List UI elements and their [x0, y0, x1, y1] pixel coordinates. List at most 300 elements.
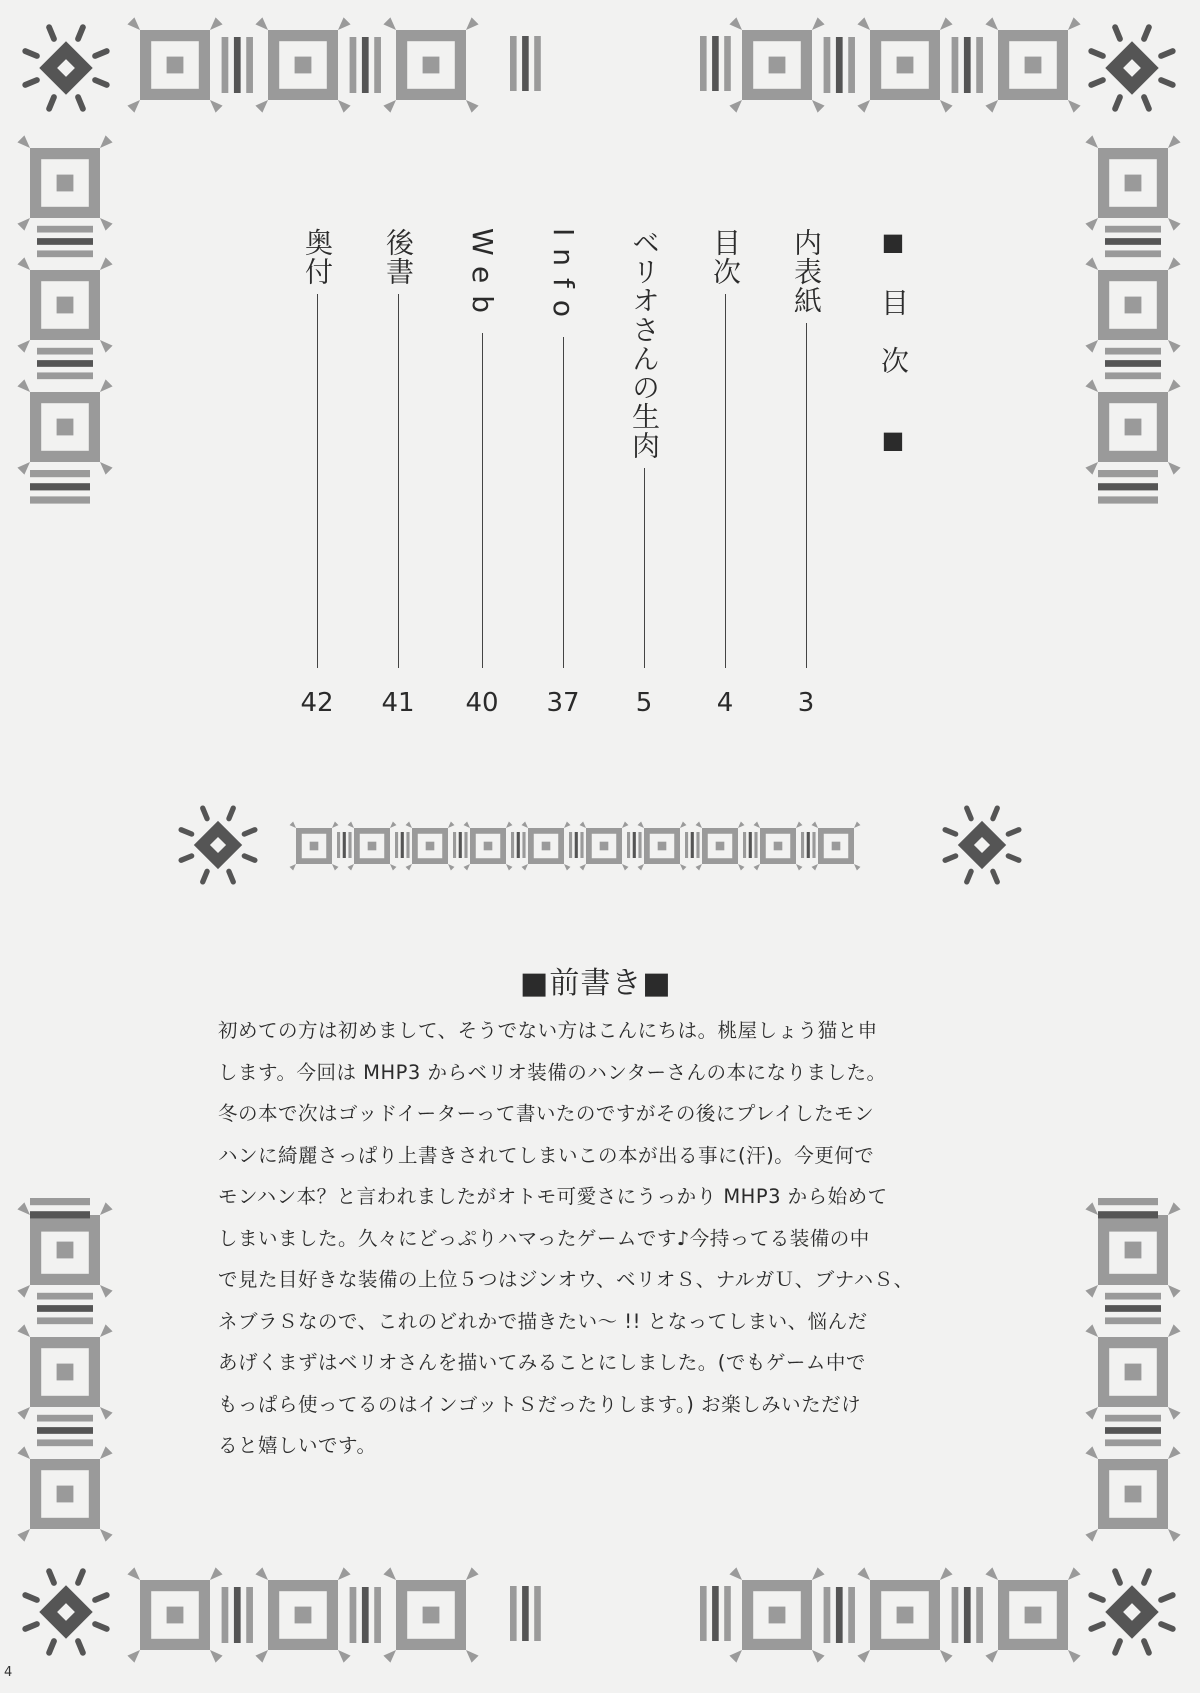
glyph-bar	[1105, 1305, 1161, 1312]
glyph-spike	[812, 864, 818, 870]
glyph-spike	[754, 864, 760, 870]
glyph-spike	[1085, 1529, 1098, 1542]
glyph-spike	[1168, 379, 1181, 392]
glyph-spike	[638, 822, 644, 828]
toc-entry-title: 奥付	[301, 228, 334, 286]
glyph-bar	[30, 483, 90, 490]
foreword-line: 初めての方は初めまして、そうでない方はこんにちは。桃屋しょう猫と申	[218, 1019, 878, 1042]
glyph-spike	[127, 1650, 140, 1663]
toc-entry	[543, 228, 583, 718]
glyph-spike	[522, 864, 528, 870]
glyph-spike	[210, 1650, 223, 1663]
glyph-bar	[37, 1305, 93, 1312]
sun-ray	[25, 1624, 37, 1629]
glyph-bar	[952, 1587, 959, 1643]
glyph-bar	[749, 832, 752, 858]
sun-ray	[1091, 1624, 1103, 1629]
toc-entry-page: 37	[546, 688, 580, 718]
glyph-core	[769, 1607, 786, 1624]
glyph-bar	[1098, 1224, 1158, 1231]
glyph-bar	[1098, 1211, 1158, 1218]
glyph-bar	[222, 37, 229, 93]
glyph-spike	[332, 822, 338, 828]
glyph-core	[1125, 175, 1142, 192]
glyph-core	[769, 57, 786, 74]
glyph-spike	[100, 257, 113, 270]
glyph-bar	[37, 1317, 93, 1324]
toc-heading	[873, 228, 913, 458]
glyph-spike	[1168, 1202, 1181, 1215]
glyph-bar	[517, 832, 520, 858]
glyph-bar	[37, 372, 93, 379]
toc-entry-title: ベリオさんの生肉	[628, 228, 661, 460]
sun-ray	[49, 1571, 54, 1583]
glyph-bar	[976, 1587, 983, 1643]
glyph-spike	[100, 218, 113, 231]
glyph-bar	[712, 36, 719, 91]
glyph-spike	[348, 864, 354, 870]
foreword-line: ネブラＳなので、これのどれかで描きたい～ !! となってしまい、悩んだ	[218, 1309, 868, 1333]
toc-entry-page: 41	[381, 688, 415, 718]
glyph-bar	[30, 1211, 90, 1218]
glyph-core	[57, 1486, 74, 1503]
glyph-bar	[1105, 226, 1161, 233]
glyph-spike	[17, 340, 30, 353]
glyph-spike	[338, 17, 351, 30]
sun-ray	[95, 80, 107, 85]
glyph-spike	[1085, 218, 1098, 231]
toc-leader-line	[317, 294, 318, 668]
toc-leader-line	[806, 323, 807, 668]
glyph-spike	[506, 822, 512, 828]
foreword-line: 冬の本で次はゴッドイーターって書いたのですがその後にプレイしたモン	[218, 1102, 875, 1125]
glyph-bar	[510, 1586, 517, 1641]
glyph-spike	[17, 462, 30, 475]
sun-ray	[1161, 1624, 1173, 1629]
glyph-spike	[940, 17, 953, 30]
glyph-spike	[754, 822, 760, 828]
glyph-bar	[511, 832, 514, 858]
glyph-spike	[17, 1446, 30, 1459]
glyph-bar	[37, 238, 93, 245]
glyph-bar	[534, 36, 541, 91]
glyph-spike	[729, 1650, 742, 1663]
toc-leader-line	[725, 294, 726, 668]
sun-ray	[49, 97, 54, 109]
glyph-spike	[857, 100, 870, 113]
glyph-spike	[17, 1529, 30, 1542]
glyph-spike	[1168, 135, 1181, 148]
glyph-core	[310, 842, 319, 851]
foreword-line: します。今回は MHP3 からベリオ装備のハンターさんの本になりました。	[218, 1060, 887, 1084]
glyph-core	[1025, 1607, 1042, 1624]
glyph-bar	[37, 1415, 93, 1422]
glyph-bar	[522, 1586, 529, 1641]
toc-entry	[624, 228, 664, 718]
glyph-spike	[985, 100, 998, 113]
glyph-bar	[976, 37, 983, 93]
glyph-bar	[37, 1439, 93, 1446]
sun-ray	[181, 856, 192, 860]
glyph-bar	[1098, 483, 1158, 490]
glyph-spike	[1085, 1446, 1098, 1459]
glyph-core	[426, 842, 435, 851]
toc-entry-page: 42	[300, 688, 334, 718]
sun-ray	[1161, 80, 1173, 85]
sun-ray	[1115, 97, 1120, 109]
glyph-spike	[564, 822, 570, 828]
glyph-spike	[390, 864, 396, 870]
glyph-spike	[729, 1567, 742, 1580]
toc-entry	[705, 228, 745, 718]
glyph-core	[1125, 1364, 1142, 1381]
glyph-spike	[796, 822, 802, 828]
glyph-bar	[234, 37, 241, 93]
glyph-bar	[724, 1586, 731, 1641]
glyph-bar	[691, 832, 694, 858]
glyph-core	[57, 1242, 74, 1259]
toc-entry-title: Info	[547, 228, 580, 329]
glyph-spike	[466, 100, 479, 113]
glyph-spike	[100, 1285, 113, 1298]
foreword-line: あげくまずはベリオさんを描いてみることにしました。(でもゲーム中で	[218, 1351, 866, 1374]
glyph-spike	[812, 1650, 825, 1663]
glyph-bar	[700, 36, 707, 91]
glyph-spike	[127, 1567, 140, 1580]
glyph-spike	[127, 100, 140, 113]
glyph-spike	[796, 864, 802, 870]
toc-leader-line	[398, 294, 399, 668]
toc-entry-title: 後書	[382, 228, 415, 286]
glyph-spike	[729, 100, 742, 113]
toc-entry	[297, 228, 337, 718]
glyph-spike	[100, 1529, 113, 1542]
glyph-spike	[1085, 135, 1098, 148]
glyph-spike	[1085, 340, 1098, 353]
sun-ray	[1091, 51, 1103, 56]
glyph-bar	[952, 37, 959, 93]
sun-ray	[95, 1624, 107, 1629]
glyph-bar	[37, 360, 93, 367]
sun-ray	[1144, 97, 1149, 109]
glyph-core	[57, 419, 74, 436]
glyph-spike	[522, 822, 528, 828]
glyph-spike	[448, 822, 454, 828]
glyph-bar	[848, 1587, 855, 1643]
toc-leader-line	[563, 337, 564, 668]
sun-ray	[1144, 1571, 1149, 1583]
glyph-spike	[857, 17, 870, 30]
glyph-bar	[337, 832, 340, 858]
glyph-spike	[406, 822, 412, 828]
glyph-bar	[30, 470, 90, 477]
glyph-spike	[638, 864, 644, 870]
glyph-core	[57, 297, 74, 314]
glyph-bar	[453, 832, 456, 858]
sun-ray	[1144, 1641, 1149, 1653]
glyph-spike	[1085, 1407, 1098, 1420]
glyph-spike	[466, 1650, 479, 1663]
sun-ray	[1115, 27, 1120, 39]
glyph-spike	[1168, 1407, 1181, 1420]
glyph-bar	[712, 1586, 719, 1641]
glyph-bar	[848, 37, 855, 93]
sun-ray	[1115, 1641, 1120, 1653]
sun-ray	[993, 871, 997, 882]
glyph-spike	[854, 864, 860, 870]
glyph-bar	[1105, 348, 1161, 355]
glyph-bar	[522, 36, 529, 91]
glyph-spike	[17, 257, 30, 270]
glyph-bar	[638, 832, 641, 858]
glyph-spike	[812, 822, 818, 828]
glyph-core	[57, 1364, 74, 1381]
glyph-spike	[17, 1407, 30, 1420]
glyph-spike	[812, 17, 825, 30]
glyph-bar	[30, 1224, 90, 1231]
glyph-spike	[1085, 1324, 1098, 1337]
glyph-spike	[729, 17, 742, 30]
glyph-spike	[1168, 340, 1181, 353]
glyph-spike	[506, 864, 512, 870]
sun-ray	[1008, 830, 1019, 834]
glyph-spike	[466, 1567, 479, 1580]
glyph-spike	[332, 864, 338, 870]
glyph-spike	[100, 1407, 113, 1420]
glyph-spike	[857, 1567, 870, 1580]
glyph-spike	[338, 1650, 351, 1663]
glyph-spike	[1168, 1529, 1181, 1542]
glyph-spike	[680, 822, 686, 828]
glyph-core	[716, 842, 725, 851]
glyph-bar	[246, 1587, 253, 1643]
glyph-bar	[464, 832, 467, 858]
page-number: 4	[4, 1665, 13, 1680]
glyph-spike	[100, 135, 113, 148]
glyph-bar	[401, 832, 404, 858]
glyph-spike	[100, 1324, 113, 1337]
glyph-spike	[1168, 218, 1181, 231]
glyph-bar	[30, 496, 90, 503]
glyph-spike	[696, 822, 702, 828]
glyph-spike	[17, 379, 30, 392]
glyph-spike	[348, 822, 354, 828]
glyph-spike	[857, 1650, 870, 1663]
glyph-spike	[290, 822, 296, 828]
glyph-spike	[406, 864, 412, 870]
toc-leader-line	[644, 468, 645, 668]
glyph-bar	[627, 832, 630, 858]
glyph-bar	[37, 250, 93, 257]
glyph-spike	[580, 864, 586, 870]
glyph-spike	[622, 822, 628, 828]
glyph-bar	[343, 832, 346, 858]
glyph-spike	[1168, 1446, 1181, 1459]
sun-ray	[1008, 856, 1019, 860]
glyph-spike	[940, 1650, 953, 1663]
glyph-spike	[290, 864, 296, 870]
glyph-spike	[1085, 1202, 1098, 1215]
foreword-line: ハンに綺麗さっぱり上書きされてしまいこの本が出る事に(汗)。今更何で	[218, 1143, 875, 1167]
glyph-spike	[680, 864, 686, 870]
toc-heading-title: 目次	[877, 288, 910, 404]
glyph-bar	[522, 832, 525, 858]
glyph-bar	[395, 832, 398, 858]
glyph-spike	[383, 1567, 396, 1580]
glyph-spike	[17, 1324, 30, 1337]
glyph-spike	[17, 218, 30, 231]
foreword-line: モンハン本？と言われましたがオトモ可愛さにうっかり MHP3 から始めて	[218, 1185, 888, 1208]
sun-ray	[945, 856, 956, 860]
glyph-core	[897, 1607, 914, 1624]
glyph-spike	[738, 864, 744, 870]
glyph-bar	[633, 832, 636, 858]
glyph-spike	[580, 822, 586, 828]
sun-ray	[967, 808, 971, 819]
glyph-spike	[1085, 379, 1098, 392]
glyph-core	[1025, 57, 1042, 74]
toc-entry-title: 目次	[709, 228, 742, 286]
glyph-core	[1125, 1242, 1142, 1259]
sun-ray	[1091, 80, 1103, 85]
glyph-bar	[1098, 496, 1158, 503]
glyph-spike	[210, 100, 223, 113]
glyph-bar	[801, 832, 804, 858]
glyph-spike	[985, 17, 998, 30]
glyph-spike	[564, 864, 570, 870]
glyph-spike	[1168, 1324, 1181, 1337]
foreword-body	[218, 1010, 998, 1467]
sun-ray	[203, 808, 207, 819]
glyph-spike	[466, 17, 479, 30]
glyph-core	[542, 842, 551, 851]
glyph-bar	[534, 1586, 541, 1641]
glyph-spike	[1068, 17, 1081, 30]
glyph-bar	[362, 37, 369, 93]
glyph-spike	[940, 1567, 953, 1580]
glyph-bar	[824, 37, 831, 93]
glyph-core	[832, 842, 841, 851]
sun-ray	[78, 27, 83, 39]
glyph-bar	[964, 37, 971, 93]
glyph-bar	[1105, 360, 1161, 367]
glyph-bar	[685, 832, 688, 858]
glyph-bar	[459, 832, 462, 858]
glyph-spike	[17, 135, 30, 148]
glyph-spike	[100, 462, 113, 475]
sun-ray	[229, 871, 233, 882]
glyph-spike	[210, 17, 223, 30]
glyph-spike	[255, 1650, 268, 1663]
glyph-spike	[383, 100, 396, 113]
glyph-bar	[30, 1198, 90, 1205]
glyph-core	[484, 842, 493, 851]
glyph-spike	[985, 1567, 998, 1580]
sun-ray	[203, 871, 207, 882]
glyph-bar	[696, 832, 699, 858]
glyph-core	[774, 842, 783, 851]
glyph-spike	[100, 1202, 113, 1215]
glyph-bar	[362, 1587, 369, 1643]
glyph-bar	[348, 832, 351, 858]
sun-ray	[181, 830, 192, 834]
sun-ray	[78, 97, 83, 109]
glyph-core	[167, 1607, 184, 1624]
glyph-bar	[37, 226, 93, 233]
glyph-bar	[1105, 1427, 1161, 1434]
glyph-bar	[234, 1587, 241, 1643]
glyph-spike	[1068, 1567, 1081, 1580]
glyph-core	[1125, 297, 1142, 314]
glyph-core	[658, 842, 667, 851]
toc-entry	[786, 228, 826, 718]
glyph-spike	[17, 1202, 30, 1215]
glyph-spike	[696, 864, 702, 870]
toc-entry-page: 3	[797, 688, 815, 718]
glyph-spike	[448, 864, 454, 870]
sun-ray	[1144, 27, 1149, 39]
glyph-bar	[222, 1587, 229, 1643]
glyph-spike	[1168, 1285, 1181, 1298]
sun-ray	[244, 830, 255, 834]
glyph-bar	[743, 832, 746, 858]
glyph-spike	[255, 100, 268, 113]
glyph-bar	[1105, 250, 1161, 257]
glyph-spike	[1085, 462, 1098, 475]
glyph-spike	[210, 1567, 223, 1580]
toc-heading-left-mark: ■	[879, 228, 907, 260]
glyph-spike	[100, 379, 113, 392]
glyph-spike	[338, 100, 351, 113]
glyph-bar	[836, 37, 843, 93]
sun-ray	[25, 80, 37, 85]
glyph-spike	[738, 822, 744, 828]
glyph-bar	[812, 832, 815, 858]
sun-ray	[25, 1595, 37, 1600]
toc-entry	[378, 228, 418, 718]
glyph-spike	[100, 340, 113, 353]
glyph-bar	[510, 36, 517, 91]
sun-ray	[49, 1641, 54, 1653]
glyph-core	[600, 842, 609, 851]
glyph-bar	[807, 832, 810, 858]
foreword-line: で見た目好きな装備の上位５つはジンオウ、ベリオＳ、ナルガＵ、ブナハＳ、	[218, 1268, 914, 1291]
sun-ray	[78, 1641, 83, 1653]
glyph-bar	[246, 37, 253, 93]
glyph-bar	[754, 832, 757, 858]
glyph-spike	[255, 1567, 268, 1580]
glyph-spike	[812, 1567, 825, 1580]
glyph-spike	[17, 1285, 30, 1298]
toc-entry-title: Web	[466, 228, 499, 326]
toc-leader-line	[482, 333, 483, 668]
glyph-core	[423, 1607, 440, 1624]
glyph-core	[1125, 419, 1142, 436]
sun-ray	[1161, 51, 1173, 56]
sun-ray	[945, 830, 956, 834]
glyph-spike	[383, 1650, 396, 1663]
glyph-spike	[1168, 462, 1181, 475]
glyph-spike	[985, 1650, 998, 1663]
glyph-spike	[1085, 1285, 1098, 1298]
glyph-bar	[350, 37, 357, 93]
glyph-core	[368, 842, 377, 851]
glyph-bar	[836, 1587, 843, 1643]
sun-ray	[1091, 1595, 1103, 1600]
sun-ray	[78, 1571, 83, 1583]
glyph-core	[295, 1607, 312, 1624]
glyph-spike	[127, 17, 140, 30]
